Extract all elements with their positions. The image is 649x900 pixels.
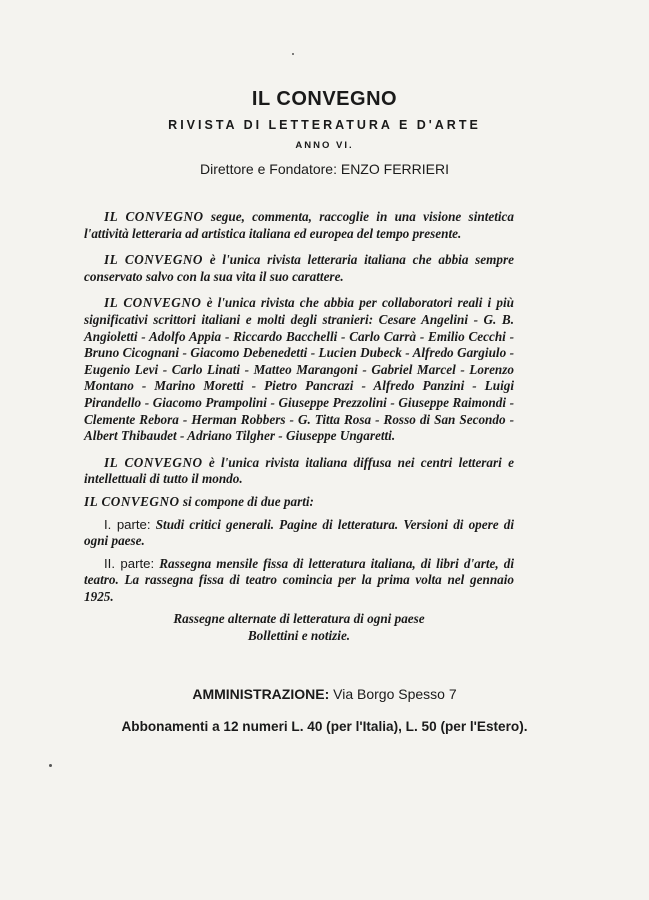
part-1 <box>84 517 514 550</box>
part-1-label: I. parte: <box>104 516 151 532</box>
journal-title: IL CONVEGNO <box>251 88 398 110</box>
paragraph-3 <box>84 295 514 444</box>
paragraph-4 <box>84 455 514 488</box>
paragraph-1 <box>84 209 514 242</box>
paragraph-text: segue, commenta, raccoglie in una visione sintetica l'attività letteraria ad artistica italiana ed europea del tempo presente. <box>84 209 514 241</box>
paragraph-text: è l'unica rivista letteraria italiana che abbia sempre conservato salvo con la sua vita il suo carattere. <box>84 252 514 284</box>
paragraph-text: è l'unica rivista italiana diffusa nei centri letterari e intellettuali di tutto il mondo. <box>84 454 514 487</box>
paragraph-text: si compone di due parti: <box>179 493 314 509</box>
journal-name: IL CONVEGNO <box>104 454 203 470</box>
subscription-line: Abbonamenti a 12 numeri L. 40 (per l'Italia), L. 50 (per l'Estero). <box>121 719 528 734</box>
admin-address: Via Borgo Spesso 7 <box>329 686 457 702</box>
paragraph-2 <box>84 252 514 285</box>
part-2 <box>84 556 514 606</box>
journal-subtitle: RIVISTA DI LETTERATURA E D'ARTE <box>168 118 481 132</box>
ink-speck <box>292 53 294 55</box>
journal-name: IL CONVEGNO <box>104 295 202 311</box>
journal-name: IL CONVEGNO <box>104 209 204 224</box>
director-line: Direttore e Fondatore: ENZO FERRIERI <box>200 161 449 177</box>
part-1-text: Studi critici generali. Pagine di letteratura. Versioni di opere di ogni paese. <box>84 516 514 549</box>
ink-speck <box>49 764 52 767</box>
paragraph-5 <box>84 494 514 511</box>
part-2-text: Rassegna mensile fissa di letteratura italiana, di libri d'arte, di teatro. La rassegna fissa di teatro comincia per la prima volta nel gennaio 1925. <box>84 555 514 604</box>
closing-line-1: Rassegne alternate di letteratura di ogni paese <box>173 611 425 627</box>
journal-year: ANNO VI. <box>295 140 354 151</box>
journal-name: IL CONVEGNO <box>104 252 203 268</box>
admin-label: AMMINISTRAZIONE: <box>192 686 330 702</box>
body-text <box>84 209 514 645</box>
paragraph-text: è l'unica rivista che abbia per collaboratori reali i più significativi scrittori italiani e molti degli stranieri: Cesare Angelini - G. B. Angioletti - Adolfo Appia - Riccardo Bacchelli - Carlo Carrà - Emilio Cecchi - Bruno Cicognani - Giacomo Debenedetti - Lucien Dubeck - Alfredo Gargiulo - Eugenio Levi - Carlo Linati - Matteo Marangoni - Gabriel Marcel - Lorenzo Montano - Marino Moretti - Pietro Pancrazi - Alfredo Panzini - Luigi Pirandello - Giacomo Prampolini - Giuseppe Prezzolini - Giuseppe Raimondi - Clemente Rebora - Herman Robbers - G. Titta Rosa - Rosso di San Secondo - Albert Thibaudet - Adriano Tilgher - Giuseppe Ungaretti. <box>84 295 514 444</box>
closing-line-2: Bollettini e notizie. <box>247 628 351 644</box>
journal-name: IL CONVEGNO <box>84 493 180 509</box>
part-2-label: II. parte: <box>104 555 155 571</box>
administration-line <box>0 686 649 702</box>
